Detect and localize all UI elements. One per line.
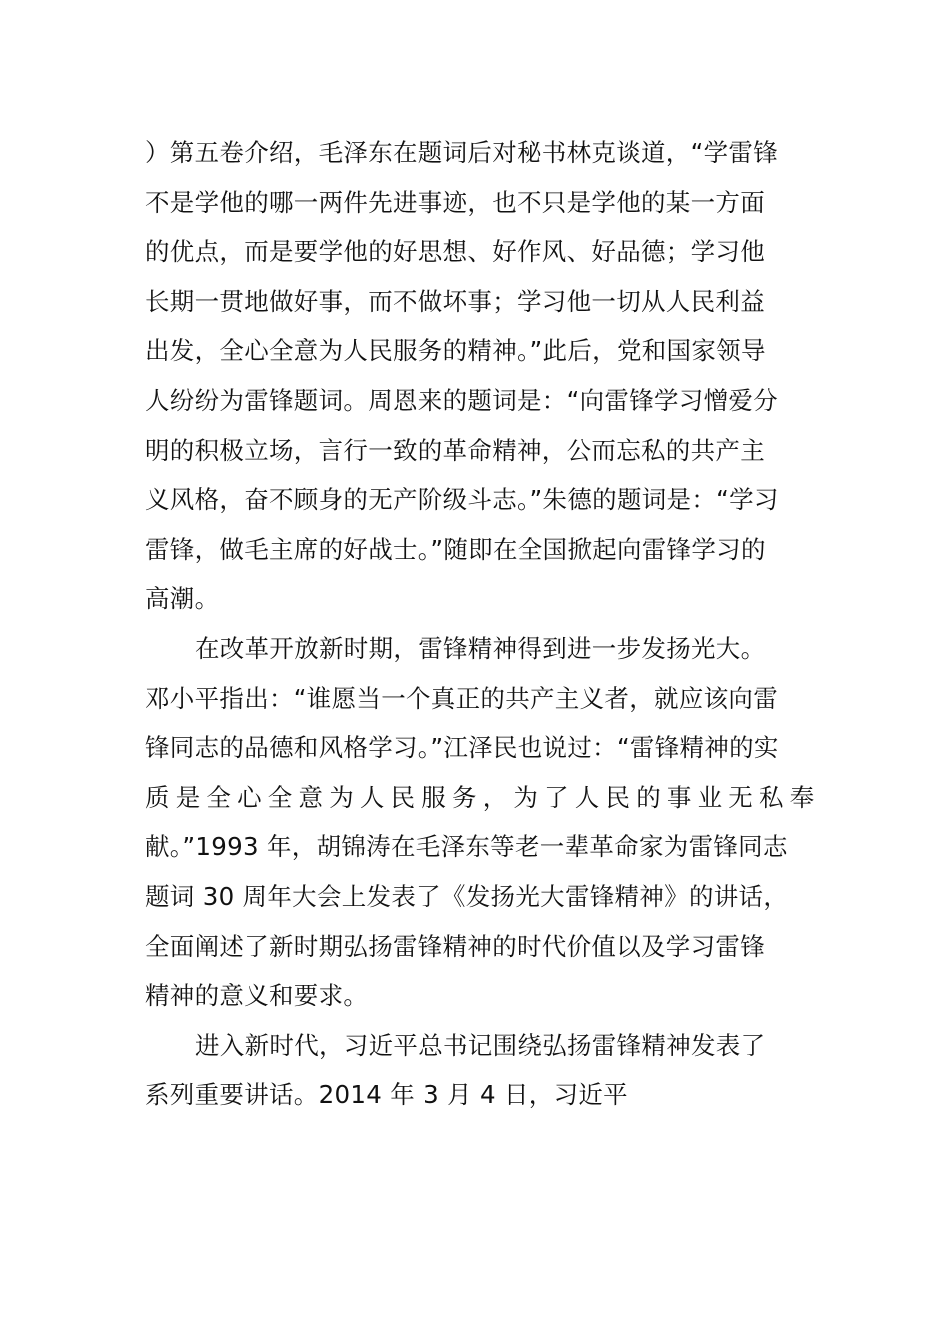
document-body — [145, 128, 821, 1120]
paragraph-2-line-8: 精神的意义和要求。 — [145, 981, 369, 1011]
paragraph-1-line-4: 长期一贯地做好事，而不做坏事；学习他一切从人民利益 — [145, 286, 765, 316]
paragraph-2-line-1: 在改革开放新时期，雷锋精神得到进一步发扬光大。 — [195, 633, 766, 663]
paragraph-2-line-4: 质是全心全意为人民服务，为了人民的事业无私奉 — [145, 782, 821, 812]
paragraph-1-line-2: 不是学他的哪一两件先进事迹，也不只是学他的某一方面 — [145, 187, 765, 217]
paragraph-2-line-5: 献。”1993 年，胡锦涛在毛泽东等老一辈革命家为雷锋同志 — [145, 832, 788, 862]
paragraph-1-line-9: 雷锋，做毛主席的好战士。”随即在全国掀起向雷锋学习的 — [145, 534, 766, 564]
paragraph-1-line-8: 义风格，奋不顾身的无产阶级斗志。”朱德的题词是：“学习 — [145, 485, 779, 515]
paragraph-3-line-2: 系列重要讲话。2014 年 3 月 4 日，习近平 — [145, 1080, 628, 1110]
paragraph-2-line-2: 邓小平指出：“谁愿当一个真正的共产主义者，就应该向雷 — [145, 683, 778, 713]
paragraph-1-line-5: 出发，全心全意为人民服务的精神。”此后，党和国家领导 — [145, 336, 766, 366]
paragraph-2-line-6: 题词 30 周年大会上发表了《发扬光大雷锋精神》的讲话， — [145, 881, 789, 911]
paragraph-1-line-6: 人纷纷为雷锋题词。周恩来的题词是：“向雷锋学习憎爱分 — [145, 385, 778, 415]
paragraph-1-line-10: 高潮。 — [145, 584, 220, 614]
paragraph-1-line-3: 的优点，而是要学他的好思想、好作风、好品德；学习他 — [145, 237, 765, 267]
paragraph-1-line-7: 明的积极立场，言行一致的革命精神，公而忘私的共产主 — [145, 435, 765, 465]
paragraph-2-line-7: 全面阐述了新时期弘扬雷锋精神的时代价值以及学习雷锋 — [145, 931, 765, 961]
paragraph-2-line-3: 锋同志的品德和风格学习。”江泽民也说过：“雷锋精神的实 — [145, 733, 779, 763]
paragraph-3-line-1: 进入新时代，习近平总书记围绕弘扬雷锋精神发表了 — [195, 1030, 766, 1060]
paragraph-1-line-1: ）第五卷介绍，毛泽东在题词后对秘书林克谈道，“学雷锋 — [145, 138, 778, 167]
